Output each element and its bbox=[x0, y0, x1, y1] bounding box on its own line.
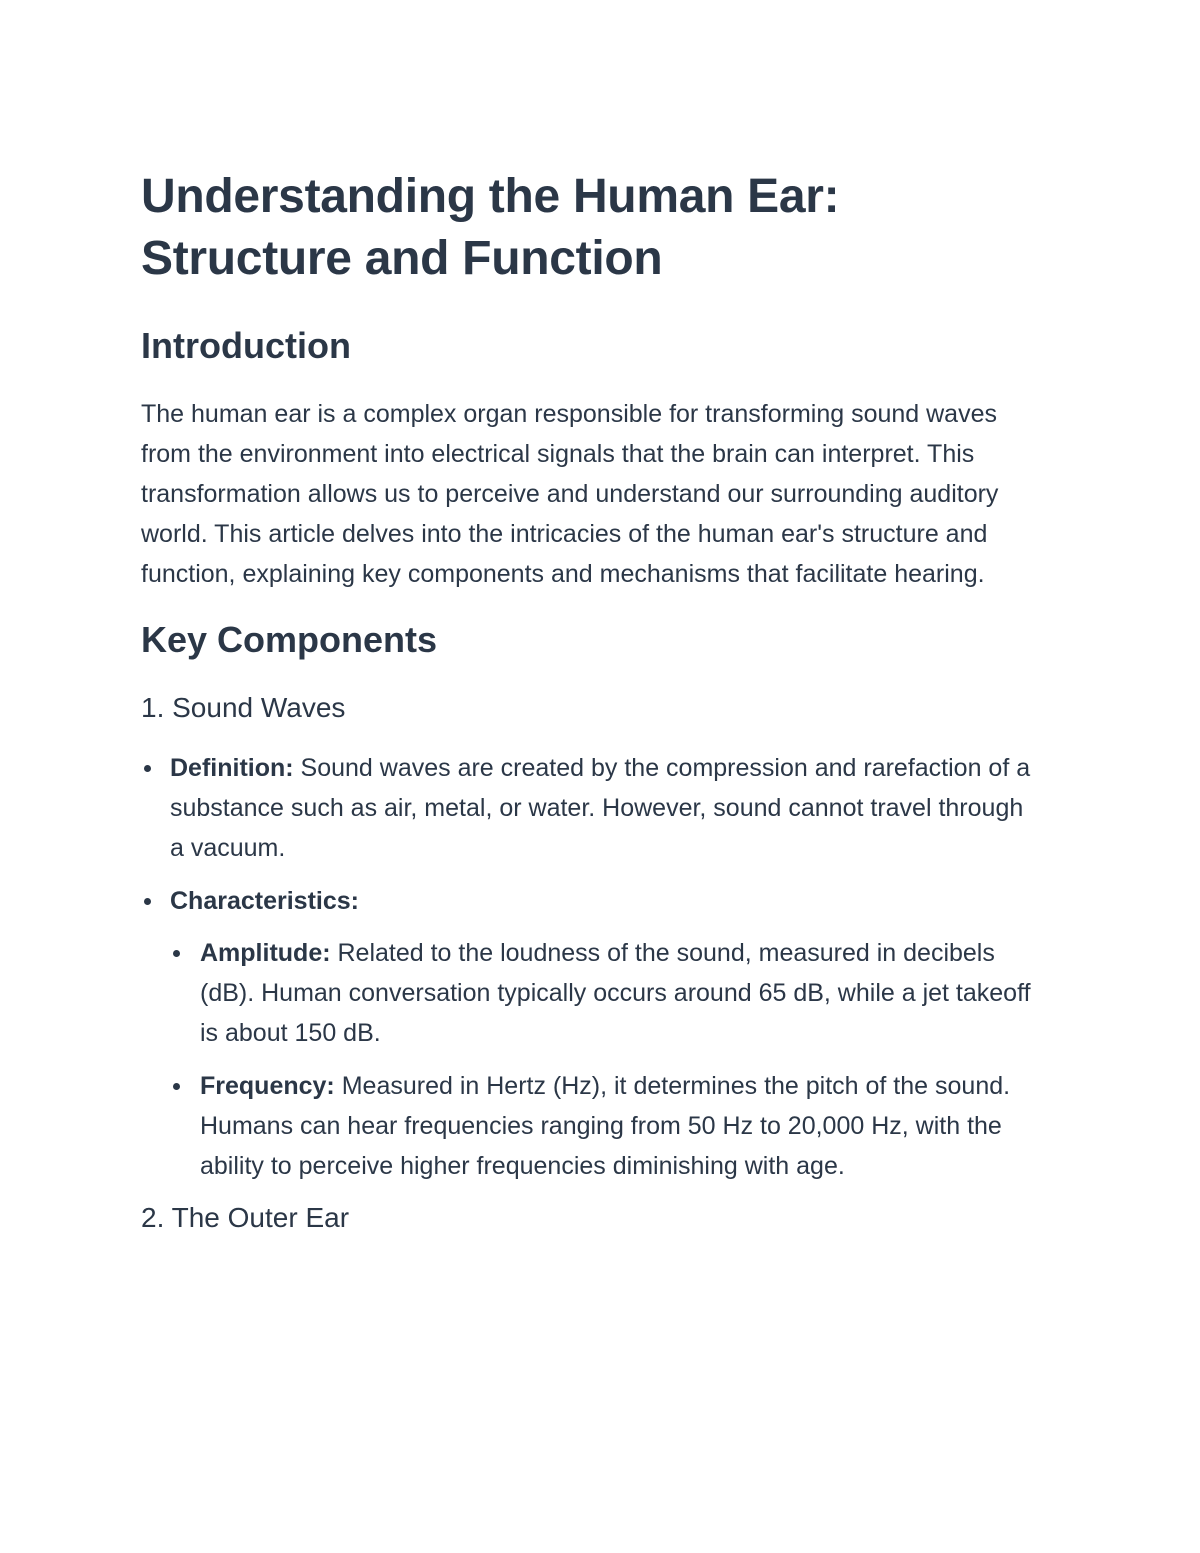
sound-waves-heading: 1. Sound Waves bbox=[141, 692, 346, 723]
list-item-amplitude bbox=[170, 933, 1041, 1053]
list-item-frequency bbox=[170, 1066, 1041, 1186]
frequency-label: Frequency: bbox=[200, 1072, 335, 1100]
article-title-line-2: Structure and Function bbox=[141, 232, 663, 285]
article bbox=[141, 166, 1041, 1236]
outer-ear-heading: 2. The Outer Ear bbox=[141, 1202, 350, 1233]
list-item-characteristics bbox=[141, 881, 1041, 1186]
list-item-definition bbox=[141, 748, 1041, 868]
article-title-line-1: Understanding the Human Ear: bbox=[141, 170, 840, 223]
sound-waves-list bbox=[141, 748, 1041, 1186]
definition-label: Definition: bbox=[170, 754, 294, 782]
definition-text: Sound waves are created by the compression and rarefaction of a substance such as air, metal, or water. However, sound cannot travel through a vacuum. bbox=[170, 754, 1031, 862]
key-components-heading: Key Components bbox=[141, 619, 438, 660]
characteristics-list bbox=[170, 933, 1041, 1186]
amplitude-label: Amplitude: bbox=[200, 939, 331, 967]
introduction-paragraph: The human ear is a complex organ responsible for transforming sound waves from the environment into electrical signals that the brain can interpret. This transformation allows us to perceive and understand our surrounding auditory world. This article delves into the intricacies of the human ear's structure and function, explaining key components and mechanisms that facilitate hearing. bbox=[141, 400, 999, 588]
bullet-icon bbox=[144, 765, 151, 772]
bullet-icon bbox=[173, 950, 180, 957]
introduction-heading: Introduction bbox=[141, 325, 351, 366]
frequency-text: Measured in Hertz (Hz), it determines the pitch of the sound. Humans can hear frequencies ranging from 50 Hz to 20,000 Hz, with the ability to perceive higher frequencies diminishing with age. bbox=[200, 1072, 1011, 1180]
characteristics-label: Characteristics: bbox=[170, 887, 359, 915]
amplitude-text: Related to the loudness of the sound, measured in decibels (dB). Human conversation typically occurs around 65 dB, while a jet takeoff is about 150 dB. bbox=[200, 939, 1031, 1047]
article-title bbox=[141, 166, 1041, 290]
bullet-icon bbox=[173, 1083, 180, 1090]
bullet-icon bbox=[144, 898, 151, 905]
